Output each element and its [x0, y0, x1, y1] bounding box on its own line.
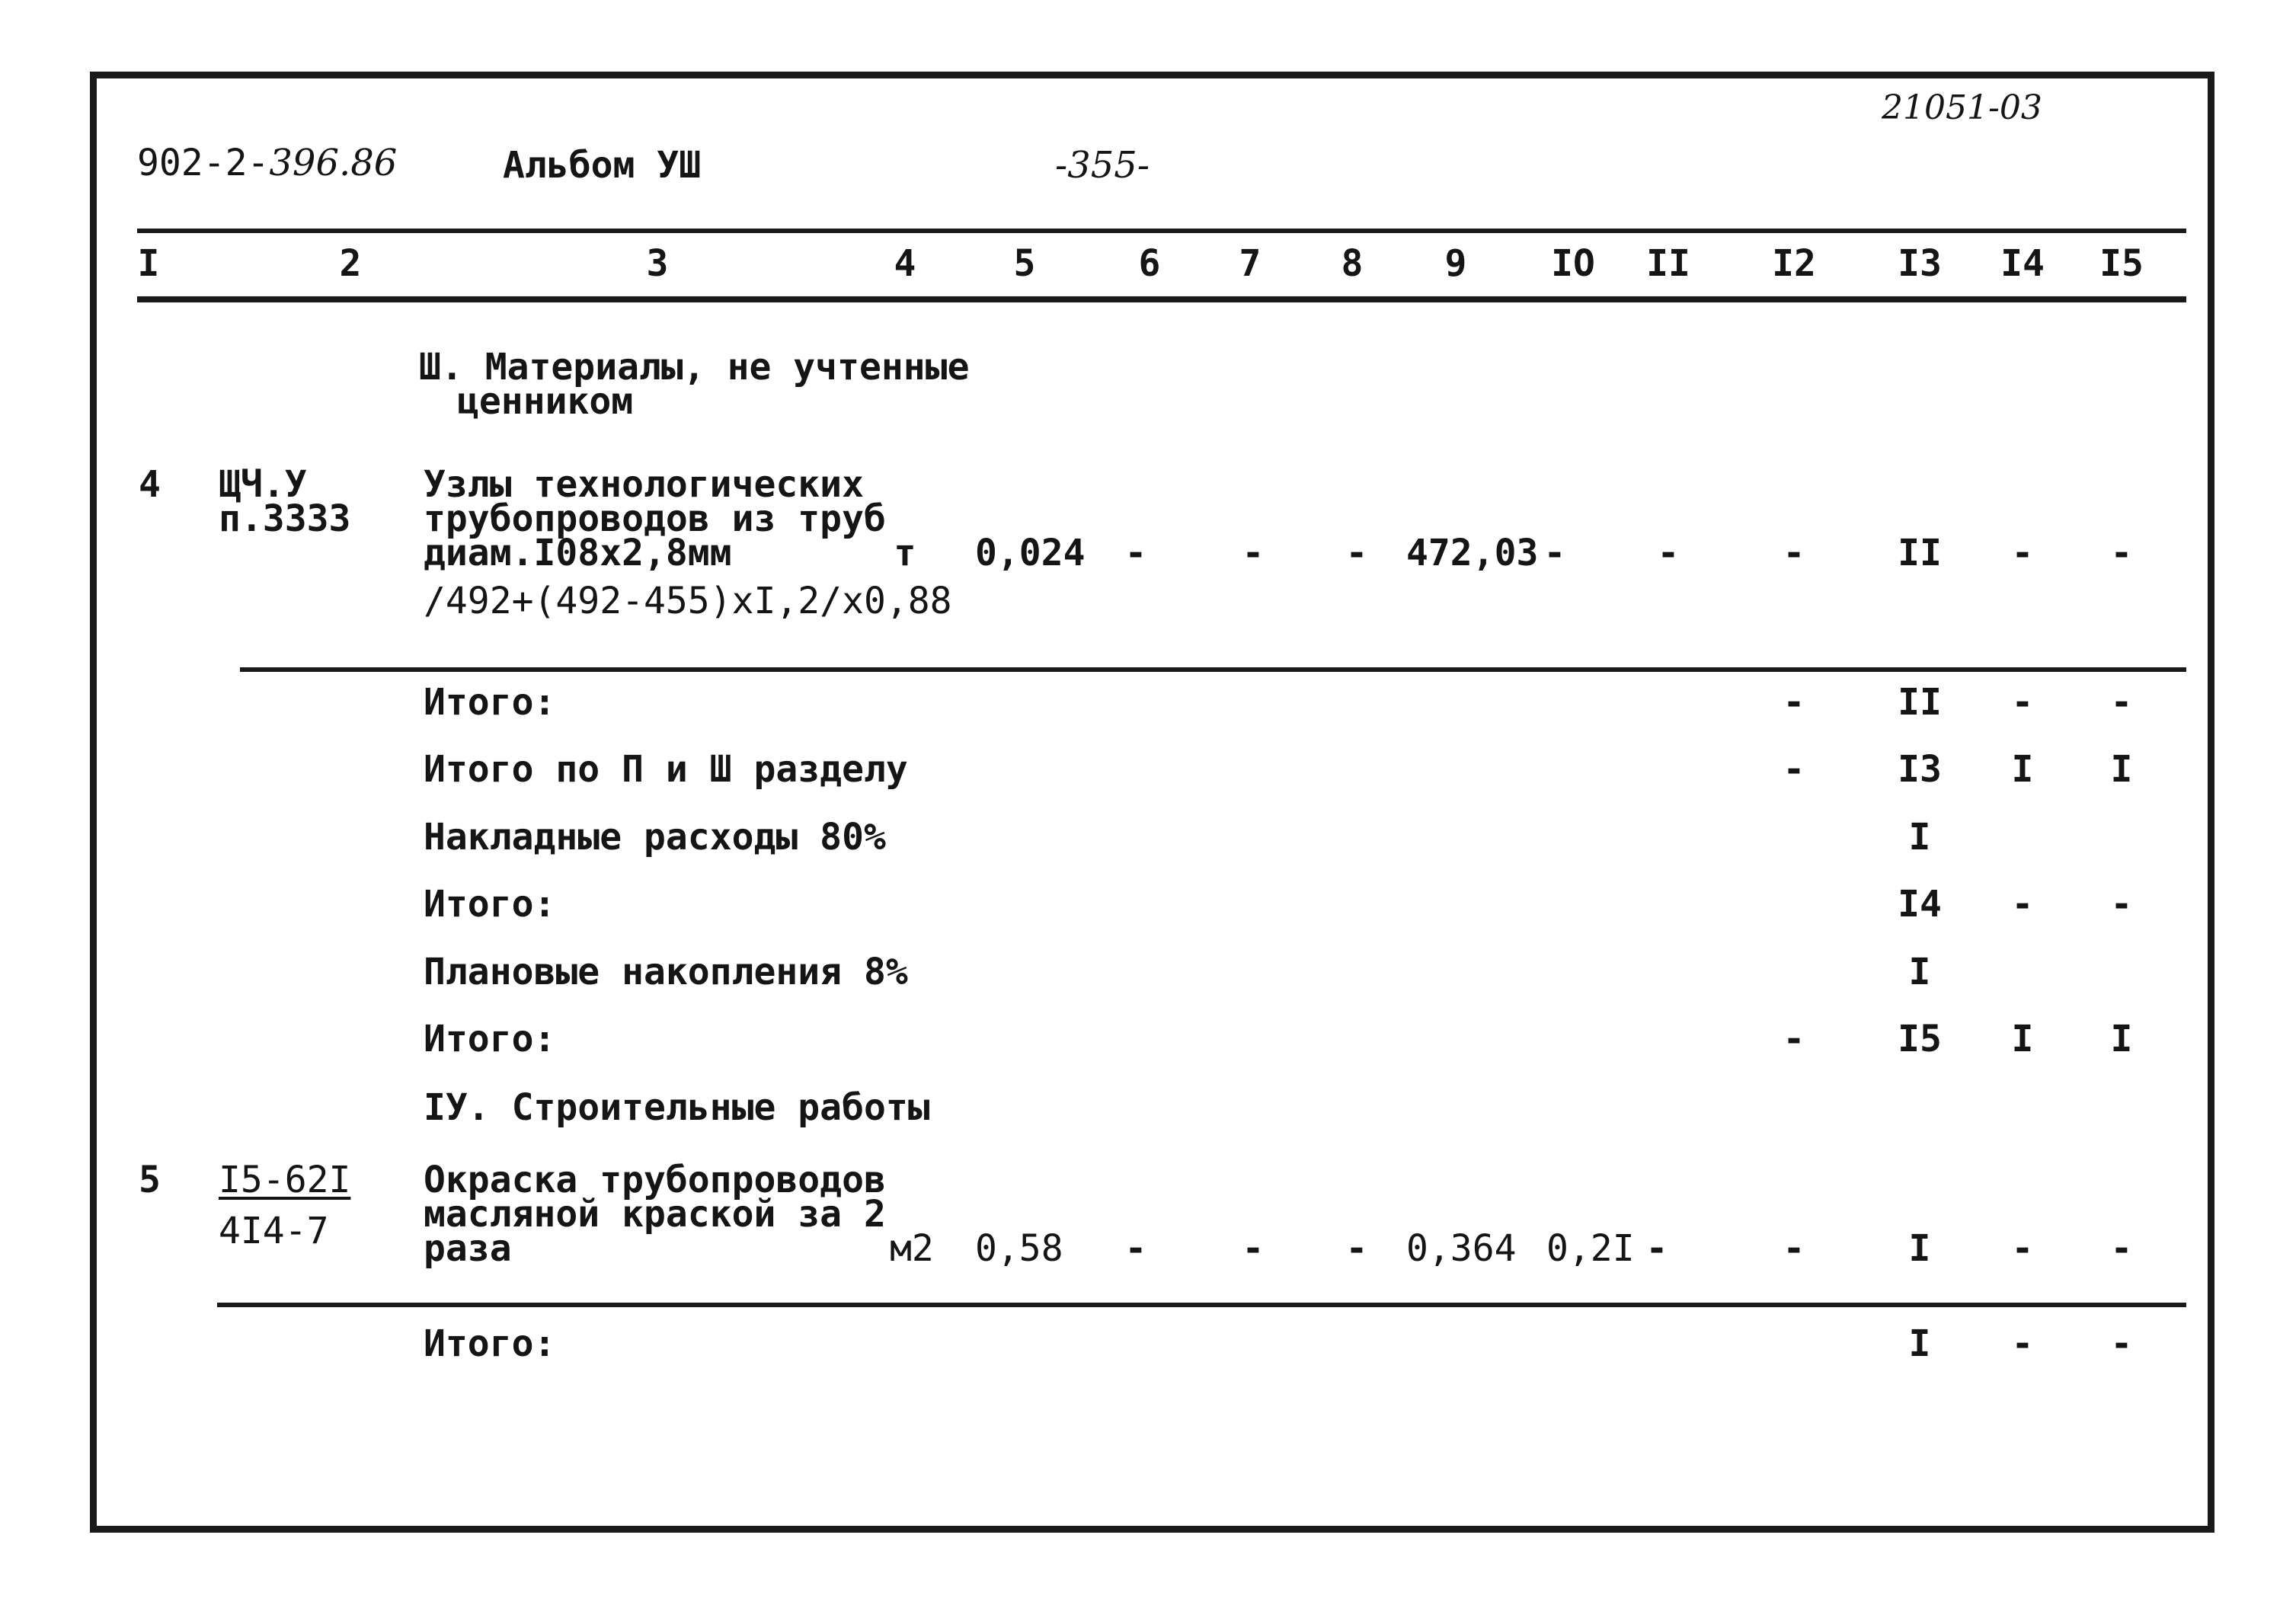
col-header: I4: [2000, 242, 2045, 285]
cell-col10: 0,2I: [1546, 1227, 1635, 1270]
cell-col12: -: [1783, 1227, 1805, 1270]
subtotal-rule: [240, 667, 2186, 672]
final-total-rule: [217, 1303, 2186, 1307]
cell-col15: -: [2110, 681, 2133, 724]
cell-col15: I: [2110, 1018, 2133, 1060]
header-rule-top: [137, 229, 2186, 233]
cell-col13: I: [1908, 1322, 1931, 1365]
row-unit: м2: [890, 1227, 934, 1270]
cell-col11: -: [1657, 532, 1680, 574]
total-label: Итого:: [424, 883, 556, 926]
cell-col8: -: [1345, 532, 1368, 574]
total-label: Плановые накопления 8%: [424, 951, 908, 993]
col-header: I5: [2099, 242, 2144, 285]
stamp-number: 21051-03: [1882, 88, 2042, 127]
total-label: Накладные расходы 80%: [424, 816, 886, 859]
row-code-sub: п.3333: [219, 497, 351, 540]
cell-col7: -: [1242, 532, 1265, 574]
row-description: трубопроводов из труб: [424, 497, 886, 540]
cell-col14: -: [2011, 883, 2034, 926]
cell-col13: I: [1908, 1227, 1931, 1270]
row-description: раза: [424, 1227, 512, 1270]
total-label: Итого:: [424, 1018, 556, 1060]
col-header: I3: [1898, 242, 1942, 285]
page-frame: [90, 72, 2214, 1533]
total-label: Итого:: [424, 1322, 556, 1365]
cell-col15: -: [2110, 1322, 2133, 1365]
col-header: 9: [1444, 242, 1467, 285]
col-header: 5: [1013, 242, 1036, 285]
album-label: Альбом УШ: [503, 144, 702, 187]
row-number: 4: [139, 463, 161, 506]
row-description: диам.I08х2,8мм: [424, 532, 732, 574]
cell-col8: -: [1345, 1227, 1368, 1270]
cell-col15: -: [2110, 532, 2133, 574]
col-header: 6: [1138, 242, 1161, 285]
row-code: I5-62I: [219, 1159, 351, 1201]
cell-col6: -: [1124, 532, 1147, 574]
cell-col12: -: [1783, 748, 1805, 791]
cell-col12: -: [1783, 1018, 1805, 1060]
total-label: Итого по П и Ш разделу: [424, 748, 908, 791]
row-description: Окраска трубопроводов: [424, 1159, 886, 1201]
cell-col11: -: [1645, 1227, 1668, 1270]
cell-col13: II: [1898, 681, 1942, 724]
row-code-sub: 4I4-7: [219, 1210, 329, 1252]
col-header: II: [1646, 242, 1690, 285]
doc-code: 902-2-396.86: [137, 142, 398, 184]
cell-col13: I3: [1898, 748, 1942, 791]
row-formula: /492+(492-455)хI,2/х0,88: [424, 580, 952, 622]
cell-col12: -: [1783, 532, 1805, 574]
cell-col10: -: [1543, 532, 1566, 574]
row-unit: т: [894, 532, 916, 574]
cell-col14: -: [2011, 1322, 2034, 1365]
cell-col15: -: [2110, 1227, 2133, 1270]
col-header: 8: [1341, 242, 1364, 285]
cell-col15: I: [2110, 748, 2133, 791]
col-header: I: [137, 242, 160, 285]
section3-title-cont: ценником: [457, 380, 634, 423]
cell-col5: 0,58: [975, 1227, 1063, 1270]
col-header: 7: [1239, 242, 1262, 285]
page-number: -355-: [1055, 144, 1150, 187]
col-header: 2: [339, 242, 362, 285]
cell-col14: -: [2011, 681, 2034, 724]
section4-title: IУ. Строительные работы: [424, 1086, 930, 1129]
cell-col13: I5: [1898, 1018, 1942, 1060]
cell-col14: -: [2011, 1227, 2034, 1270]
total-label: Итого:: [424, 681, 556, 724]
col-header: 3: [646, 242, 669, 285]
cell-col13: I: [1908, 816, 1931, 859]
cell-col5: 0,024: [975, 532, 1086, 574]
col-header: I2: [1772, 242, 1816, 285]
cell-col13: I: [1908, 951, 1931, 993]
doc-code-handwritten: 396.86: [269, 142, 398, 184]
cell-col12: -: [1783, 681, 1805, 724]
cell-col6: -: [1124, 1227, 1147, 1270]
cell-col7: -: [1242, 1227, 1265, 1270]
row-description: Узлы технологических: [424, 463, 864, 506]
cell-col13: I4: [1898, 883, 1942, 926]
row-number: 5: [139, 1159, 161, 1201]
row-code: ЩЧ.У: [219, 463, 307, 506]
row-description: масляной краской за 2: [424, 1193, 886, 1236]
header-rule-bottom: [137, 296, 2186, 302]
cell-col14: I: [2011, 1018, 2034, 1060]
cell-col9: 472,03: [1406, 532, 1539, 574]
cell-col14: -: [2011, 532, 2034, 574]
cell-col13: II: [1898, 532, 1942, 574]
col-header: IO: [1551, 242, 1595, 285]
col-header: 4: [894, 242, 916, 285]
cell-col15: -: [2110, 883, 2133, 926]
cell-col14: I: [2011, 748, 2034, 791]
section3-title: Ш. Материалы, не учтенные: [419, 346, 970, 389]
cell-col9: 0,364: [1406, 1227, 1517, 1270]
